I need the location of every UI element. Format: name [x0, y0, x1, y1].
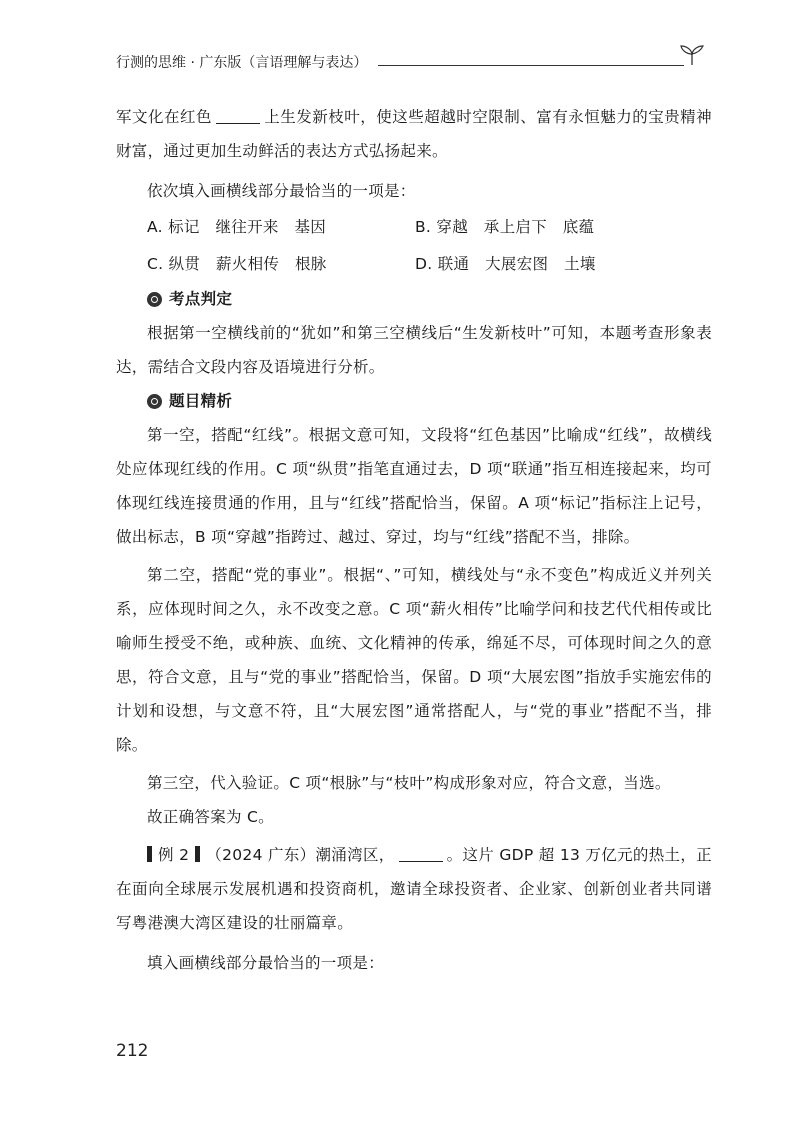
options-list [116, 208, 712, 282]
running-header [116, 50, 706, 76]
question1-tail-a: 军文化在红色 [116, 108, 212, 126]
options-row-2 [147, 245, 712, 282]
example-mark-left [147, 846, 152, 862]
kaodian-title: 考点判定 [169, 290, 233, 308]
page-number: 212 [116, 1041, 149, 1061]
header-title: 行测的思维 · 广东版（言语理解与表达） [116, 55, 368, 71]
option-d: D. 联通 大展宏图 土壤 [415, 254, 596, 273]
analysis-paragraph-3: 第三空，代入验证。C 项“根脉”与“枝叶”构成形象对应，符合文意，当选。 [147, 774, 671, 792]
example2-prompt: 填入画横线部分最恰当的一项是： [147, 954, 385, 972]
option-c: C. 纵贯 薪火相传 根脉 [147, 254, 327, 273]
example2-text-a: （2024 广东）潮涌湾区， [206, 846, 395, 864]
header-rule [378, 65, 684, 66]
analysis-paragraph-1: 第一空，搭配“红线”。根据文意可知，文段将“红色基因”比喻成“红线”，故横线处应体现红线的作用。C 项“纵贯”指笔直通过去，D 项“联通”指互相连接起来，均可体现红线连接贯通的作用，且与“红线”搭配恰当，保留。A 项“标记”指标注上记号，做出标志，B 项“穿越”指跨过、越过、穿过，均与“红线”搭配不当，排除。 [116, 426, 712, 546]
section-bullet-icon [147, 394, 162, 409]
answer-blank [216, 107, 260, 124]
answer-blank [399, 845, 443, 862]
question1-tail-b: 上生发新枝叶，使这些超越时空限制、富有永恒魅力的宝贵精神财富，通过更加生动鲜活的表达方式弘扬起来。 [116, 108, 712, 160]
kaodian-text: 根据第一空横线前的“犹如”和第三空横线后“生发新枝叶”可知，本题考查形象表达，需结合文段内容及语境进行分析。 [116, 324, 712, 376]
example-mark-right [195, 846, 200, 862]
question1-prompt: 依次填入画横线部分最恰当的一项是： [147, 182, 416, 200]
question1-tail [116, 100, 712, 168]
option-b: B. 穿越 承上启下 底蕴 [415, 217, 595, 236]
sprout-icon [678, 44, 706, 66]
section-bullet-icon [147, 292, 162, 307]
jingxi-title: 题目精析 [169, 392, 233, 410]
kaodian-heading [116, 282, 712, 316]
example2-paragraph [116, 838, 712, 940]
example2-text-b: 。这片 GDP 超 13 万亿元的热土，正在面向全球展示发展机遇和投资商机，邀请全球投资者、企业家、创新创业者共同谱写粤港澳大湾区建设的壮丽篇章。 [116, 846, 712, 932]
answer-line: 故正确答案为 C。 [147, 808, 274, 826]
option-a: A. 标记 继往开来 基因 [147, 217, 327, 236]
options-row-1 [147, 208, 712, 245]
jingxi-heading [116, 384, 712, 418]
page-content [116, 100, 712, 980]
analysis-paragraph-2: 第二空，搭配“党的事业”。根据“、”可知，横线处与“永不变色”构成近义并列关系，应体现时间之久，永不改变之意。C 项“薪火相传”比喻学问和技艺代代相传或比喻师生授受不绝，或种族、血统、文化精神的传承，绵延不尽，可体现时间之久的意思，符合文意，且与“党的事业”搭配恰当，保留。D 项“大展宏图”指放手实施宏伟的计划和设想，与文意不符，且“大展宏图”通常搭配人，与“党的事业”搭配不当，排除。 [116, 566, 712, 754]
example2-label: 例 2 [158, 846, 190, 864]
